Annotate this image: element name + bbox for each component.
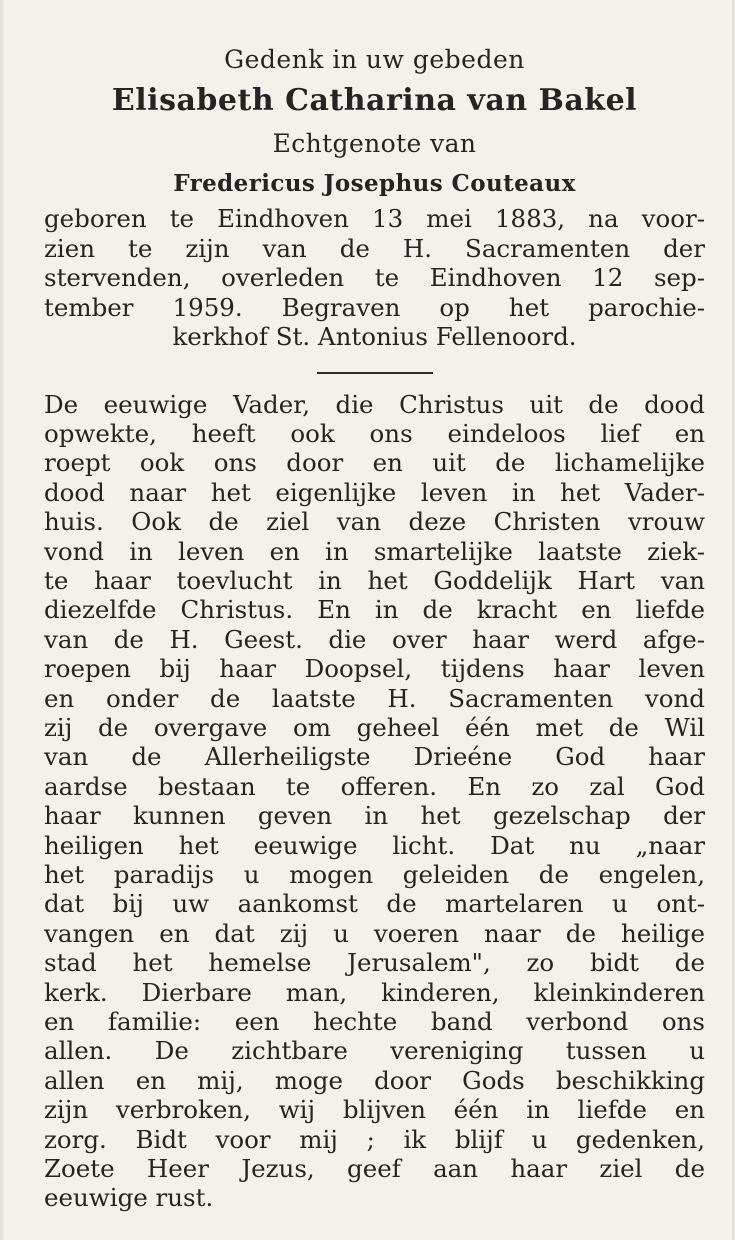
prayer-line: dat bij uw aankomst de martelaren u ont-	[44, 889, 705, 919]
prayer-line: te haar toevlucht in het Goddelijk Hart van	[44, 565, 705, 595]
prayer-line: stad het hemelse Jerusalem", zo bidt de	[44, 948, 705, 978]
biography-line: kerkhof St. Antonius Fellenoord.	[172, 322, 577, 351]
prayer-line: zij de overgave om geheel één met de Wil	[44, 712, 705, 742]
divider-rule	[317, 372, 433, 374]
prayer-line: huis. Ook de ziel van deze Christen vrouw	[44, 507, 705, 537]
biography-line: zien te zijn van de H. Sacramenten der	[44, 233, 705, 263]
prayer-line: allen. De zichtbare vereniging tussen u	[44, 1036, 705, 1066]
biography-line: stervenden, overleden te Eindhoven 12 sep-	[44, 263, 705, 292]
prayer-line: van de Allerheiligste Drieéne God haar	[44, 742, 705, 772]
prayer-line: haar kunnen geven in het gezelschap der	[44, 801, 705, 831]
prayer-heading: Gedenk in uw gebeden	[224, 45, 525, 74]
spouse-label: Echtgenote van	[272, 129, 477, 158]
prayer-line: vangen en dat zij u voeren naar de heilige	[44, 918, 705, 948]
biography-line: geboren te Eindhoven 13 mei 1883, na voor-	[44, 204, 705, 233]
prayer-line: vond in leven en in smartelijke laatste ziek-	[44, 536, 705, 566]
prayer-line: eeuwige rust.	[44, 1183, 214, 1213]
biography-paragraph	[44, 204, 705, 352]
prayer-line: allen en mij, moge door Gods beschikking	[44, 1065, 705, 1095]
prayer-line: zorg. Bidt voor mij ; ik blijf u gedenken,	[44, 1124, 705, 1154]
prayer-line: aardse bestaan te offeren. En zo zal God	[44, 771, 705, 801]
prayer-line: Zoete Heer Jezus, geef aan haar ziel de	[44, 1154, 705, 1184]
deceased-name: Elisabeth Catharina van Bakel	[111, 83, 638, 118]
prayer-text	[44, 390, 705, 1213]
prayer-line: kerk. Dierbare man, kinderen, kleinkinderen	[44, 977, 705, 1007]
prayer-line: heiligen het eeuwige licht. Dat nu „naar	[44, 830, 705, 860]
spouse-name: Fredericus Josephus Couteaux	[173, 170, 576, 197]
prayer-line: van de H. Geest. die over haar werd afge-	[44, 624, 705, 654]
prayer-line: het paradijs u mogen geleiden de engelen,	[44, 860, 705, 889]
prayer-line: roept ook ons door en uit de lichamelijke	[44, 448, 705, 478]
prayer-line: diezelfde Christus. En in de kracht en liefde	[44, 595, 705, 625]
prayer-line: De eeuwige Vader, die Christus uit de dood	[44, 389, 705, 419]
prayer-line: opwekte, heeft ook ons eindeloos lief en	[44, 418, 705, 448]
prayer-line: zijn verbroken, wij blijven één in liefde en	[44, 1095, 705, 1125]
prayer-line: roepen bij haar Doopsel, tijdens haar leven	[44, 654, 705, 684]
biography-line: tember 1959. Begraven op het parochie-	[44, 292, 705, 322]
prayer-line: en familie: een hechte band verbond ons	[44, 1007, 705, 1037]
prayer-line: dood naar het eigenlijke leven in het Vader-	[44, 477, 705, 507]
prayer-line: en onder de laatste H. Sacramenten vond	[44, 683, 705, 713]
